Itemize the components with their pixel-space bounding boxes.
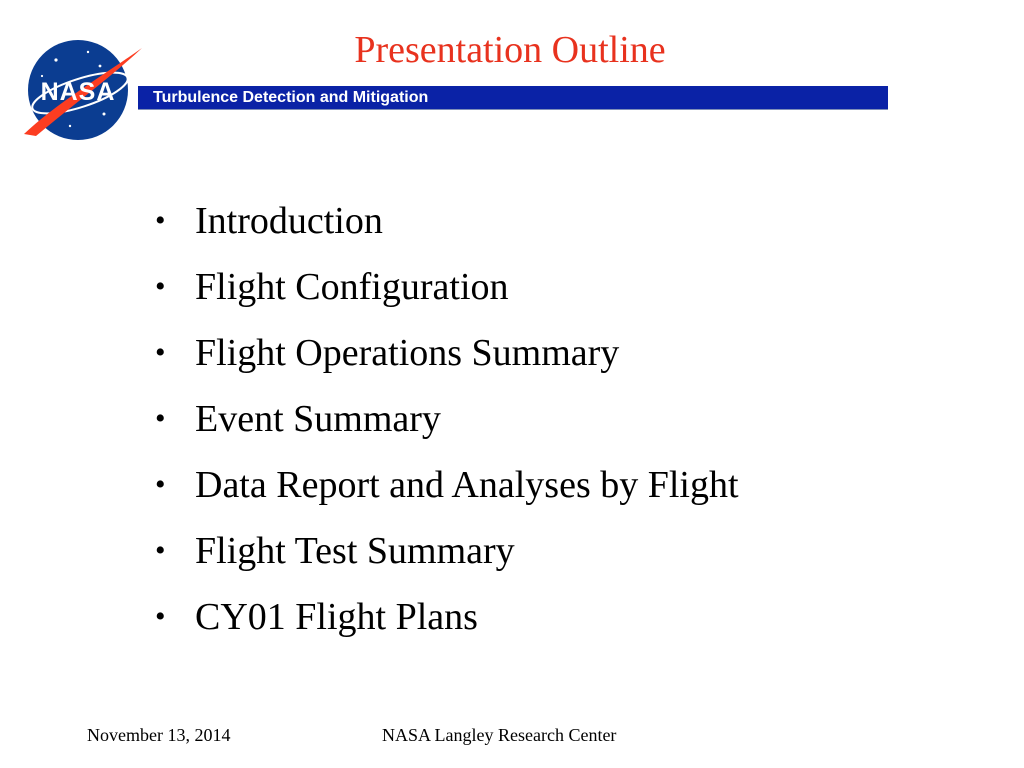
bullet-icon: • bbox=[155, 468, 166, 501]
bullet-icon: • bbox=[155, 336, 166, 369]
outline-list bbox=[155, 188, 739, 650]
bullet-text: Data Report and Analyses by Flight bbox=[195, 464, 739, 506]
bullet-text: CY01 Flight Plans bbox=[195, 596, 478, 638]
list-item bbox=[155, 518, 739, 584]
banner-text: Turbulence Detection and Mitigation bbox=[153, 89, 429, 106]
bullet-text: Flight Test Summary bbox=[195, 530, 515, 572]
footer-date: November 13, 2014 bbox=[87, 725, 231, 745]
list-item bbox=[155, 188, 739, 254]
nasa-logo bbox=[18, 38, 144, 144]
bullet-text: Event Summary bbox=[195, 398, 441, 440]
bullet-text: Flight Operations Summary bbox=[195, 332, 620, 374]
bullet-text: Flight Configuration bbox=[195, 266, 509, 308]
list-item bbox=[155, 452, 739, 518]
slide-title: Presentation Outline bbox=[354, 29, 666, 71]
bullet-text: Introduction bbox=[195, 200, 383, 242]
list-item bbox=[155, 584, 739, 650]
bullet-icon: • bbox=[155, 204, 166, 237]
bullet-icon: • bbox=[155, 270, 166, 303]
footer-organization: NASA Langley Research Center bbox=[382, 725, 617, 745]
title-banner bbox=[138, 86, 888, 110]
bullet-icon: • bbox=[155, 534, 166, 567]
list-item bbox=[155, 320, 739, 386]
nasa-meatball-icon bbox=[18, 38, 144, 144]
logo-text: NASA bbox=[40, 78, 116, 106]
list-item bbox=[155, 254, 739, 320]
list-item bbox=[155, 386, 739, 452]
bullet-icon: • bbox=[155, 402, 166, 435]
bullet-icon: • bbox=[155, 600, 166, 633]
